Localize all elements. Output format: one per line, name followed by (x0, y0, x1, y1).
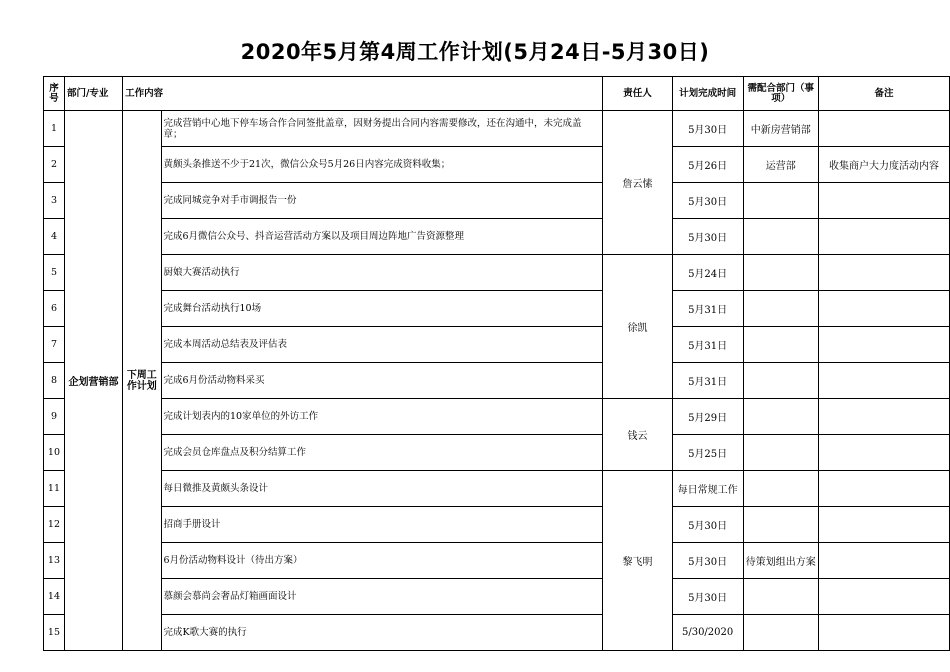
row-due: 5月30日 (672, 579, 743, 615)
row-due: 5/30/2020 (672, 615, 743, 651)
row-task: 完成舞台活动执行10场 (161, 291, 603, 327)
header-due: 计划完成时间 (672, 77, 743, 111)
row-task: 完成会员仓库盘点及积分结算工作 (161, 435, 603, 471)
row-due: 5月29日 (672, 399, 743, 435)
row-note (819, 327, 950, 363)
row-seq: 11 (44, 471, 65, 507)
row-coop (743, 399, 818, 435)
row-coop (743, 291, 818, 327)
row-coop (743, 363, 818, 399)
table-row (44, 471, 950, 507)
header-content: 工作内容 (123, 77, 603, 111)
header-coop: 需配合部门（事项） (743, 77, 818, 111)
row-note (819, 255, 950, 291)
row-coop (743, 219, 818, 255)
row-task: 完成本周活动总结表及评估表 (161, 327, 603, 363)
table-row (44, 543, 950, 579)
row-seq: 10 (44, 435, 65, 471)
row-coop: 运营部 (743, 147, 818, 183)
row-seq: 12 (44, 507, 65, 543)
row-coop (743, 255, 818, 291)
row-task: 每日微推及黄颇头条设计 (161, 471, 603, 507)
row-seq: 14 (44, 579, 65, 615)
table-row (44, 111, 950, 147)
header-seq: 序号 (44, 77, 65, 111)
table-row (44, 327, 950, 363)
row-seq: 3 (44, 183, 65, 219)
row-coop (743, 327, 818, 363)
row-seq: 6 (44, 291, 65, 327)
department-cell: 企划营销部 (64, 111, 122, 651)
table-row (44, 579, 950, 615)
row-note (819, 363, 950, 399)
table-row (44, 363, 950, 399)
row-note (819, 507, 950, 543)
row-note (819, 615, 950, 651)
row-due: 5月30日 (672, 543, 743, 579)
row-note (819, 579, 950, 615)
table-row (44, 219, 950, 255)
row-task: 慕颜会慕尚会奢品灯箱画面设计 (161, 579, 603, 615)
header-dept: 部门/专业 (64, 77, 122, 111)
page-title: 2020年5月第4周工作计划(5月24日-5月30日) (240, 40, 710, 64)
row-due: 5月31日 (672, 363, 743, 399)
owner-cell: 詹云愫 (603, 111, 672, 255)
row-due: 5月31日 (672, 291, 743, 327)
row-task: 完成6月份活动物料采买 (161, 363, 603, 399)
row-seq: 15 (44, 615, 65, 651)
row-coop: 中新房营销部 (743, 111, 818, 147)
row-note (819, 111, 950, 147)
row-seq: 1 (44, 111, 65, 147)
row-due: 5月25日 (672, 435, 743, 471)
row-due: 5月30日 (672, 507, 743, 543)
owner-cell: 黎飞明 (603, 471, 672, 651)
row-note (819, 543, 950, 579)
table-row (44, 147, 950, 183)
row-seq: 4 (44, 219, 65, 255)
row-seq: 13 (44, 543, 65, 579)
table-row (44, 399, 950, 435)
row-seq: 7 (44, 327, 65, 363)
row-coop (743, 507, 818, 543)
row-note (819, 291, 950, 327)
row-due: 5月24日 (672, 255, 743, 291)
row-seq: 5 (44, 255, 65, 291)
row-coop (743, 615, 818, 651)
row-note (819, 399, 950, 435)
row-coop (743, 471, 818, 507)
row-task: 黄颇头条推送不少于21次，微信公众号5月26日内容完成资料收集； (161, 147, 603, 183)
row-task: 完成计划表内的10家单位的外访工作 (161, 399, 603, 435)
row-seq: 9 (44, 399, 65, 435)
row-task: 厨娘大赛活动执行 (161, 255, 603, 291)
row-due: 每日常规工作 (672, 471, 743, 507)
row-task: 完成营销中心地下停车场合作合同签批盖章，因财务提出合同内容需要修改，还在沟通中，未完成盖章； (161, 111, 603, 147)
table-row (44, 183, 950, 219)
row-note (819, 435, 950, 471)
row-coop (743, 579, 818, 615)
header-owner: 责任人 (603, 77, 672, 111)
row-seq: 8 (44, 363, 65, 399)
row-note (819, 183, 950, 219)
row-coop (743, 183, 818, 219)
work-plan-table (43, 76, 950, 651)
table-row (44, 507, 950, 543)
row-due: 5月26日 (672, 147, 743, 183)
row-coop: 待策划组出方案 (743, 543, 818, 579)
header-row (44, 77, 950, 111)
row-note: 收集商户大力度活动内容 (819, 147, 950, 183)
row-due: 5月30日 (672, 183, 743, 219)
table-row (44, 291, 950, 327)
row-note (819, 219, 950, 255)
owner-cell: 钱云 (603, 399, 672, 471)
row-due: 5月30日 (672, 111, 743, 147)
row-task: 完成同城竞争对手市调报告一份 (161, 183, 603, 219)
row-due: 5月31日 (672, 327, 743, 363)
table-row (44, 435, 950, 471)
table-row (44, 615, 950, 651)
header-note: 备注 (819, 77, 950, 111)
row-task: 完成6月微信公众号、抖音运营活动方案以及项目周边阵地广告资源整理 (161, 219, 603, 255)
row-task: 招商手册设计 (161, 507, 603, 543)
row-note (819, 471, 950, 507)
table-row (44, 255, 950, 291)
row-due: 5月30日 (672, 219, 743, 255)
owner-cell: 徐凯 (603, 255, 672, 399)
row-task: 完成K歌大赛的执行 (161, 615, 603, 651)
row-coop (743, 435, 818, 471)
row-task: 6月份活动物料设计（待出方案） (161, 543, 603, 579)
row-seq: 2 (44, 147, 65, 183)
category-cell: 下周工作计划 (123, 111, 161, 651)
